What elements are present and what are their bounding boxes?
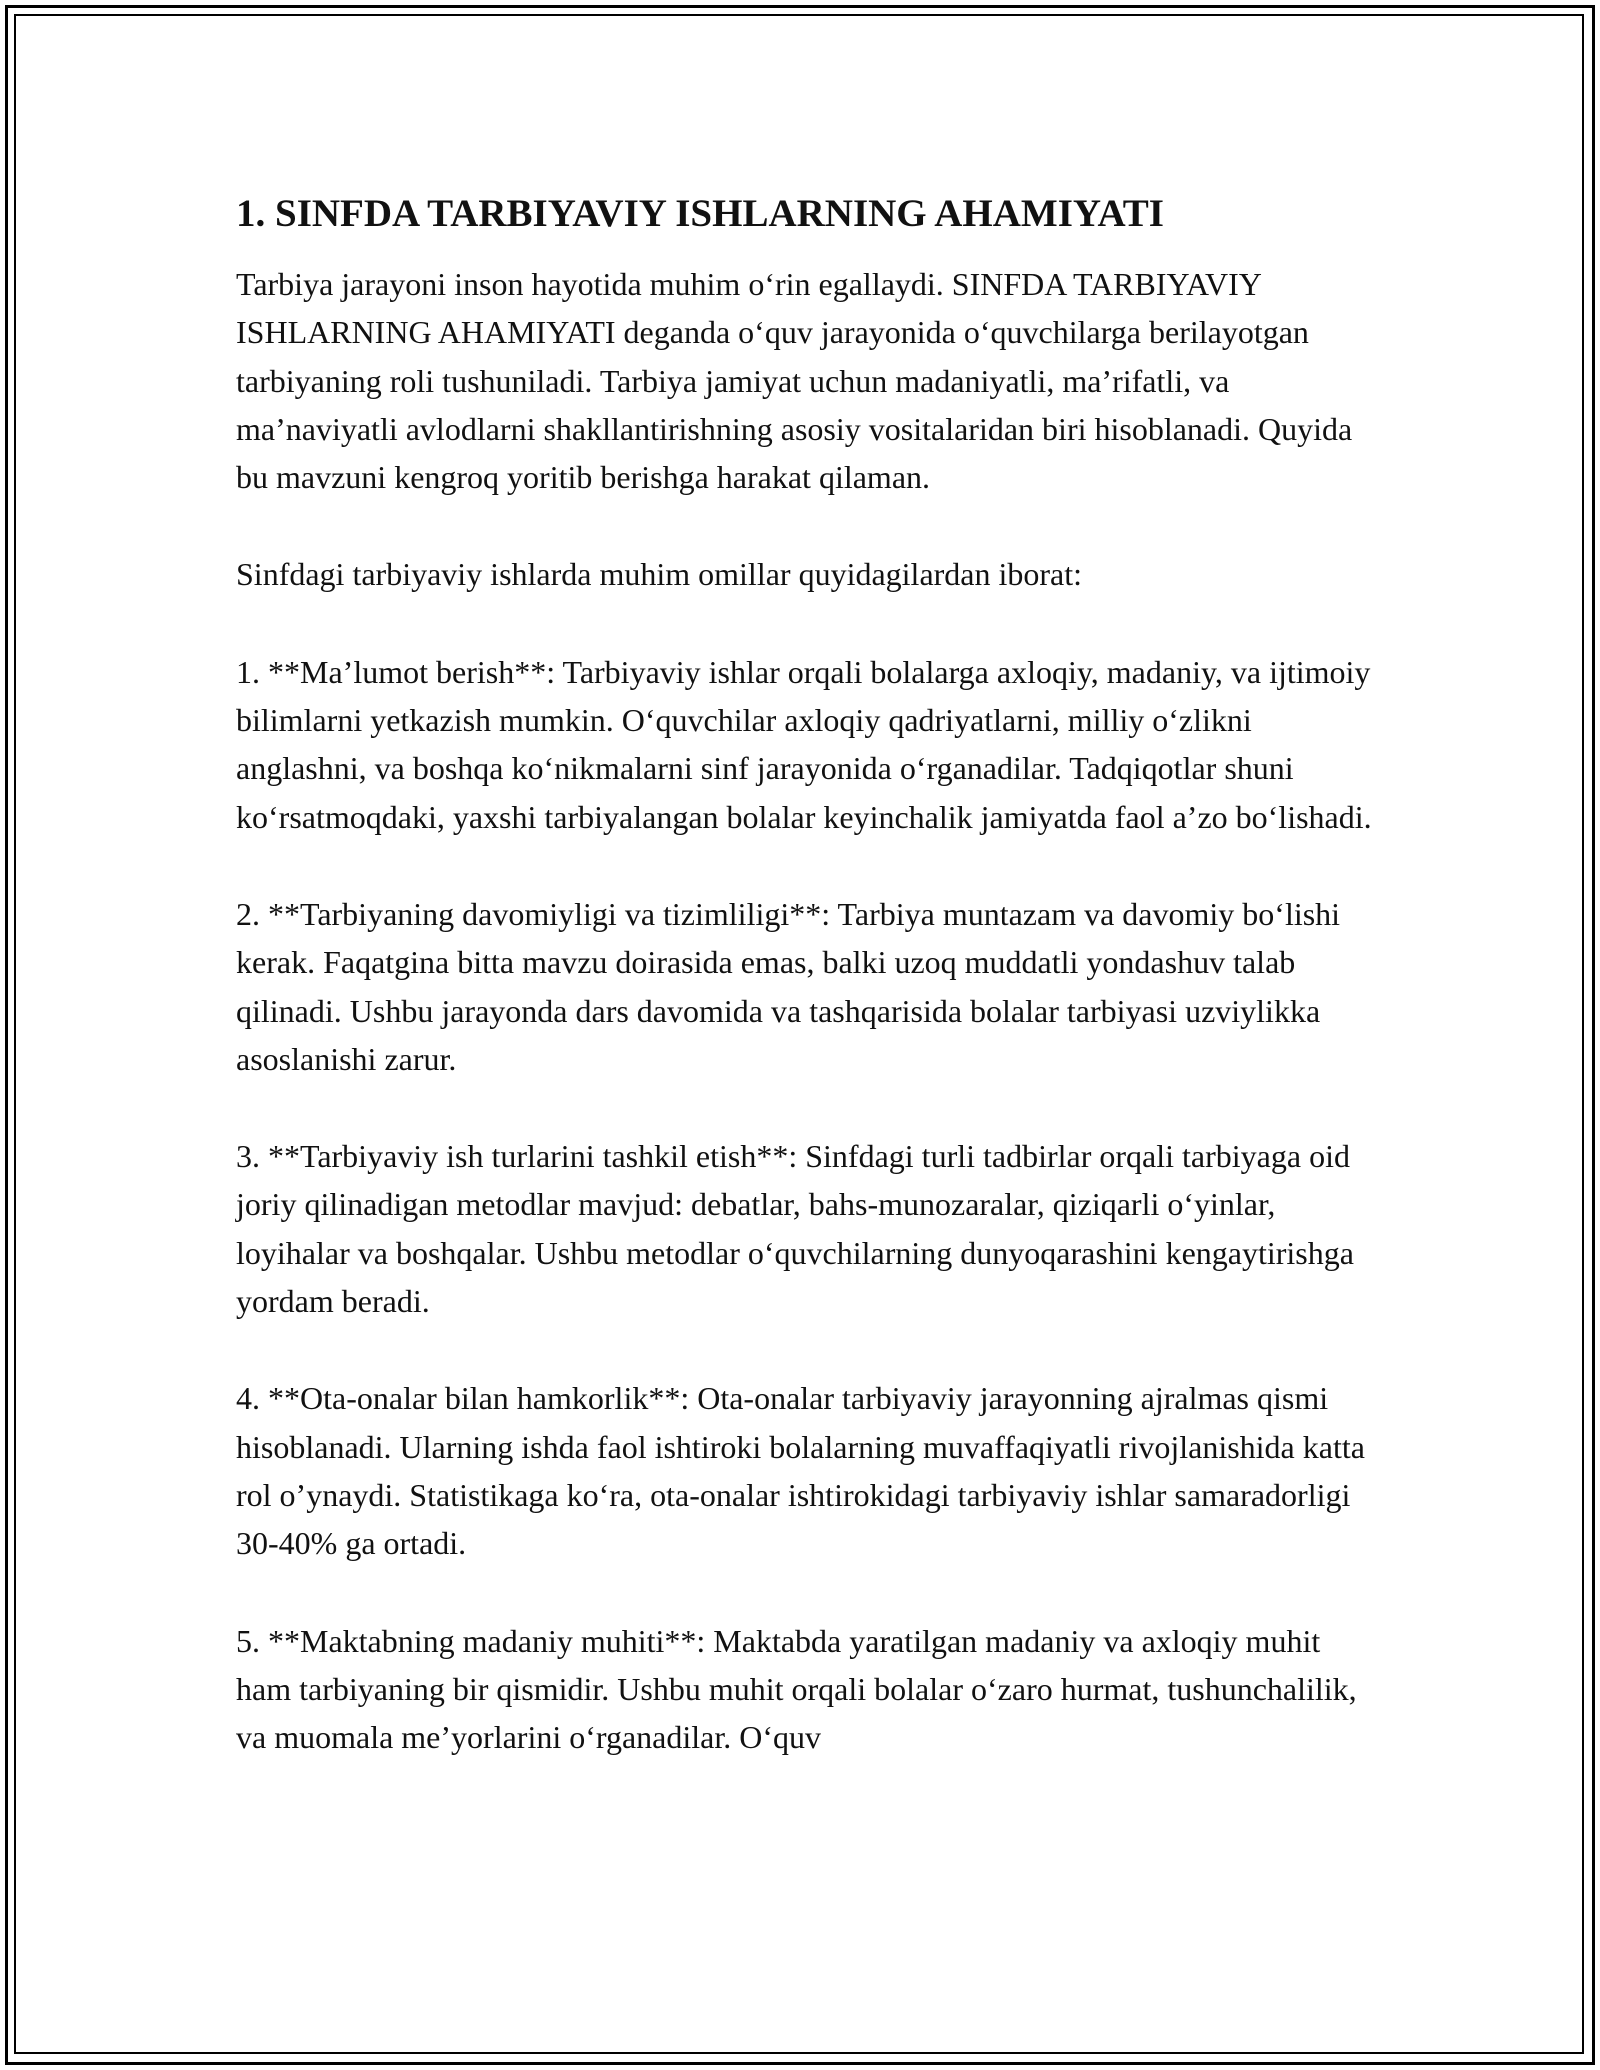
page-title: 1. SINFDA TARBIYAVIY ISHLARNING AHAMIYATI [236,192,1164,235]
document-body [236,190,1376,1810]
list-item-1: 1. **Ma’lumot berish**: Tarbiyaviy ishlar orqali bolalarga axloqiy, madaniy, va ijtimoiy bilimlarni yetkazish mumkin. O‘quvchilar axloqiy qadriyatlarni, milliy o‘zlikni anglashni, va boshqa ko‘nikmalarni sinf jarayonida o‘rganadilar. Tadqiqotlar shuni ko‘rsatmoqdaki, yaxshi tarbiyalangan bolalar keyinchalik jamiyatda faol a’zo bo‘lishadi. [236,653,1372,835]
list-item-3: 3. **Tarbiyaviy ish turlarini tashkil etish**: Sinfdagi turli tadbirlar orqali tarbiyaga oid joriy qilinadigan metodlar mavjud: debatlar, bahs-munozaralar, qiziqarli o‘yinlar, loyihalar va boshqalar. Ushbu metodlar o‘quvchilarning dunyoqarashini kengaytirishga yordam beradi. [236,1138,1354,1320]
factors-lead-paragraph: Sinfdagi tarbiyaviy ishlarda muhim omillar quyidagilardan iborat: [236,556,1083,593]
list-item-2: 2. **Tarbiyaning davomiyligi va tizimliligi**: Tarbiya muntazam va davomiy bo‘lishi kerak. Faqatgina bitta mavzu doirasida emas, balki uzoq muddatli yondashuv talab qilinadi. Ushbu jarayonda dars davomida va tashqarisida bolalar tarbiyasi uzviylikka asoslanishi zarur. [236,895,1341,1077]
list-item-5: 5. **Maktabning madaniy muhiti**: Maktabda yaratilgan madaniy va axloqiy muhit ham tarbiyaning bir qismidir. Ushbu muhit orqali bolalar o‘zaro hurmat, tushunchalilik, va muomala me’yorlarini o‘rganadilar. O‘quv [236,1622,1357,1756]
list-item-4: 4. **Ota-onalar bilan hamkorlik**: Ota-onalar tarbiyaviy jarayonning ajralmas qismi hisoblanadi. Ularning ishda faol ishtiroki bolalarning muvaffaqiyatli rivojlanishida katta rol o’ynaydi. Statistikaga ko‘ra, ota-onalar ishtirokidagi tarbiyaviy ishlar samaradorligi 30-40% ga ortadi. [236,1380,1365,1562]
intro-paragraph: Tarbiya jarayoni inson hayotida muhim o‘rin egallaydi. SINFDA TARBIYAVIY ISHLARNING AHAMIYATI deganda o‘quv jarayonida o‘quvchilarga berilayotgan tarbiyaning roli tushuniladi. Tarbiya jamiyat uchun madaniyatli, ma’rifatli, va ma’naviyatli avlodlarni shakllantirishning asosiy vositalaridan biri hisoblanadi. Quyida bu mavzuni kengroq yoritib berishga harakat qilaman. [236,266,1353,496]
